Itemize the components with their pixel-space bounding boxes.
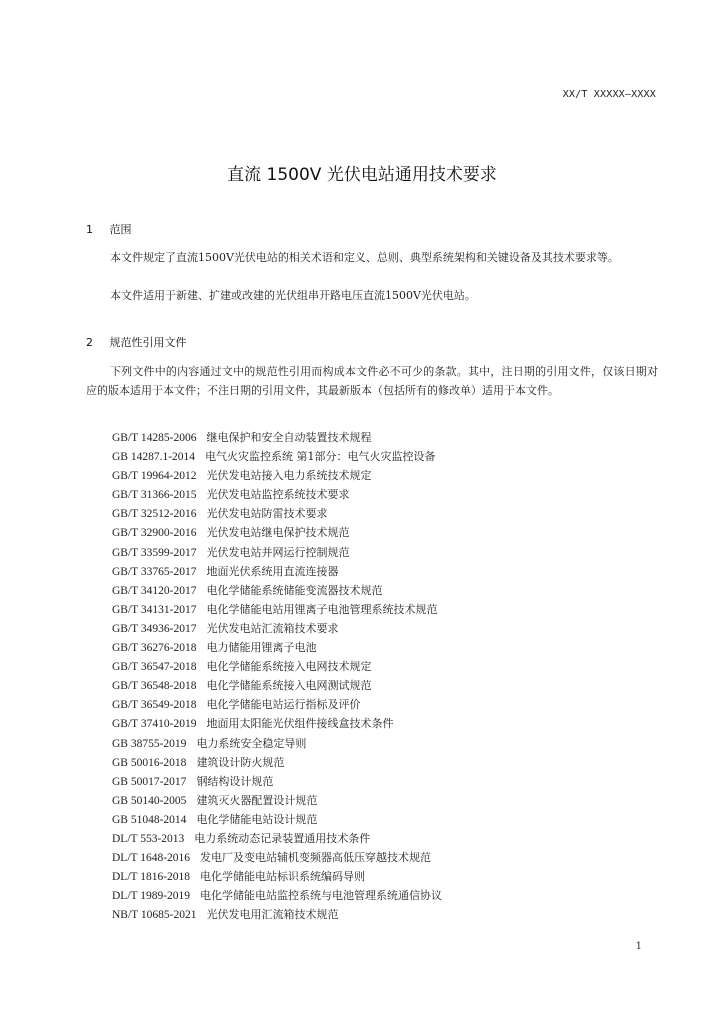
reference-item bbox=[112, 829, 672, 848]
reference-item bbox=[112, 485, 672, 504]
reference-code: GB 50017-2017 bbox=[112, 775, 187, 788]
reference-title: 电化学储能电站设计规范 bbox=[196, 812, 318, 826]
page-number: 1 bbox=[635, 941, 642, 952]
reference-title: 光伏发电站监控系统技术要求 bbox=[206, 488, 350, 502]
reference-item bbox=[112, 638, 672, 657]
reference-item bbox=[112, 772, 672, 791]
reference-title: 电化学储能电站监控系统与电池管理系统通信协议 bbox=[200, 889, 443, 903]
reference-code: GB/T 33765-2017 bbox=[112, 565, 197, 578]
reference-title: 发电厂及变电站辅机变频器高低压穿越技术规范 bbox=[200, 851, 432, 865]
reference-item bbox=[112, 523, 672, 542]
reference-code: DL/T 1648-2016 bbox=[112, 852, 191, 865]
reference-item bbox=[112, 734, 672, 753]
reference-title: 光伏发电站接入电力系统技术规定 bbox=[206, 469, 372, 483]
reference-item bbox=[112, 619, 672, 638]
reference-code: GB/T 37410-2019 bbox=[112, 718, 197, 731]
reference-title: 继电保护和安全自动装置技术规程 bbox=[206, 431, 372, 444]
reference-item bbox=[112, 428, 672, 447]
reference-item bbox=[112, 695, 672, 714]
reference-title: 电化学储能电站标识系统编码导则 bbox=[200, 870, 366, 884]
reference-item bbox=[112, 447, 672, 466]
reference-item bbox=[112, 886, 672, 905]
reference-item bbox=[112, 504, 672, 523]
reference-code: DL/T 553-2013 bbox=[112, 832, 185, 845]
reference-code: GB/T 32900-2016 bbox=[112, 527, 197, 540]
document-title: 直流 1500V 光伏电站通用技术要求 bbox=[227, 165, 497, 185]
reference-title: 电力储能用锂离子电池 bbox=[206, 641, 317, 655]
reference-title: 建筑灭火器配置设计规范 bbox=[196, 793, 318, 807]
reference-title: 光伏发电站汇流箱技术要求 bbox=[206, 621, 339, 635]
reference-title: 地面光伏系统用直流连接器 bbox=[206, 564, 339, 578]
reference-code: NB/T 10685-2021 bbox=[112, 909, 197, 922]
reference-code: GB/T 33599-2017 bbox=[112, 546, 197, 559]
reference-title: 光伏发电站防雷技术要求 bbox=[206, 507, 328, 521]
reference-item bbox=[112, 466, 672, 485]
reference-code: GB/T 14285-2006 bbox=[112, 432, 197, 444]
reference-code: GB/T 36548-2018 bbox=[112, 680, 197, 693]
reference-title: 电化学储能电站运行指标及评价 bbox=[206, 698, 361, 712]
section-heading-normative-references bbox=[86, 334, 187, 350]
reference-title: 电化学储能系统接入电网测试规范 bbox=[206, 679, 372, 693]
scope-paragraph-1: 本文件规定了直流1500V光伏电站的相关术语和定义、总则、典型系统架构和关键设备及其技术要求等。 bbox=[110, 251, 619, 264]
reference-code: GB/T 36549-2018 bbox=[112, 699, 197, 712]
reference-item bbox=[112, 581, 672, 600]
reference-item bbox=[112, 714, 672, 733]
section-number: 2 bbox=[86, 336, 93, 349]
reference-code: GB/T 31366-2015 bbox=[112, 489, 197, 502]
reference-item bbox=[112, 543, 672, 562]
normative-reference-list bbox=[112, 428, 672, 924]
reference-code: GB/T 34131-2017 bbox=[112, 603, 197, 616]
reference-code: GB 50016-2018 bbox=[112, 756, 187, 769]
reference-code: GB/T 34120-2017 bbox=[112, 584, 197, 597]
reference-item bbox=[112, 753, 672, 772]
reference-item bbox=[112, 562, 672, 581]
reference-title: 光伏发电用汇流箱技术规范 bbox=[206, 908, 339, 922]
reference-code: DL/T 1816-2018 bbox=[112, 871, 191, 884]
reference-item bbox=[112, 810, 672, 829]
reference-code: GB 51048-2014 bbox=[112, 813, 187, 826]
reference-title: 光伏发电站继电保护技术规范 bbox=[206, 526, 350, 540]
reference-code: GB/T 19964-2012 bbox=[112, 470, 197, 483]
normative-refs-intro: 下列文件中的内容通过文中的规范性引用而构成本文件必不可少的条款。其中，注日期的引用文件，仅该日期对应的版本适用于本文件；不注日期的引用文件，其最新版本（包括所有的修改单）适用于本文件。 bbox=[86, 365, 658, 397]
reference-code: GB 50140-2005 bbox=[112, 794, 187, 807]
document-code: XX/T XXXXX—XXXX bbox=[562, 89, 656, 100]
section-heading-scope bbox=[86, 221, 132, 237]
reference-title: 电化学储能电站用锂离子电池管理系统技术规范 bbox=[206, 602, 438, 616]
reference-item bbox=[112, 848, 672, 867]
reference-code: GB/T 36276-2018 bbox=[112, 642, 197, 655]
reference-title: 电化学储能系统储能变流器技术规范 bbox=[206, 583, 383, 597]
section-title: 范围 bbox=[109, 223, 132, 236]
reference-item bbox=[112, 791, 672, 810]
section-number: 1 bbox=[86, 223, 93, 236]
reference-code: GB/T 36547-2018 bbox=[112, 661, 197, 674]
reference-code: DL/T 1989-2019 bbox=[112, 890, 191, 903]
reference-item bbox=[112, 905, 672, 924]
reference-item bbox=[112, 657, 672, 676]
reference-item bbox=[112, 867, 672, 886]
reference-title: 建筑设计防火规范 bbox=[196, 755, 285, 769]
scope-paragraph-2: 本文件适用于新建、扩建或改建的光伏组串开路电压直流1500V光伏电站。 bbox=[110, 289, 476, 302]
reference-title: 电气火灾监控系统 第1部分：电气火灾监控设备 bbox=[205, 450, 436, 464]
section-title: 规范性引用文件 bbox=[109, 336, 187, 349]
reference-code: GB/T 34936-2017 bbox=[112, 622, 197, 635]
reference-title: 钢结构设计规范 bbox=[196, 774, 274, 788]
reference-title: 地面用太阳能光伏组件接线盒技术条件 bbox=[206, 717, 394, 731]
reference-title: 电力系统动态记录装置通用技术条件 bbox=[194, 831, 371, 845]
reference-code: GB/T 32512-2016 bbox=[112, 508, 197, 521]
reference-title: 电力系统安全稳定导则 bbox=[196, 736, 307, 750]
reference-item bbox=[112, 676, 672, 695]
reference-title: 光伏发电站并网运行控制规范 bbox=[206, 545, 350, 559]
reference-item bbox=[112, 600, 672, 619]
reference-code: GB 38755-2019 bbox=[112, 737, 187, 750]
reference-title: 电化学储能系统接入电网技术规定 bbox=[206, 660, 372, 674]
reference-code: GB 14287.1-2014 bbox=[112, 451, 196, 464]
